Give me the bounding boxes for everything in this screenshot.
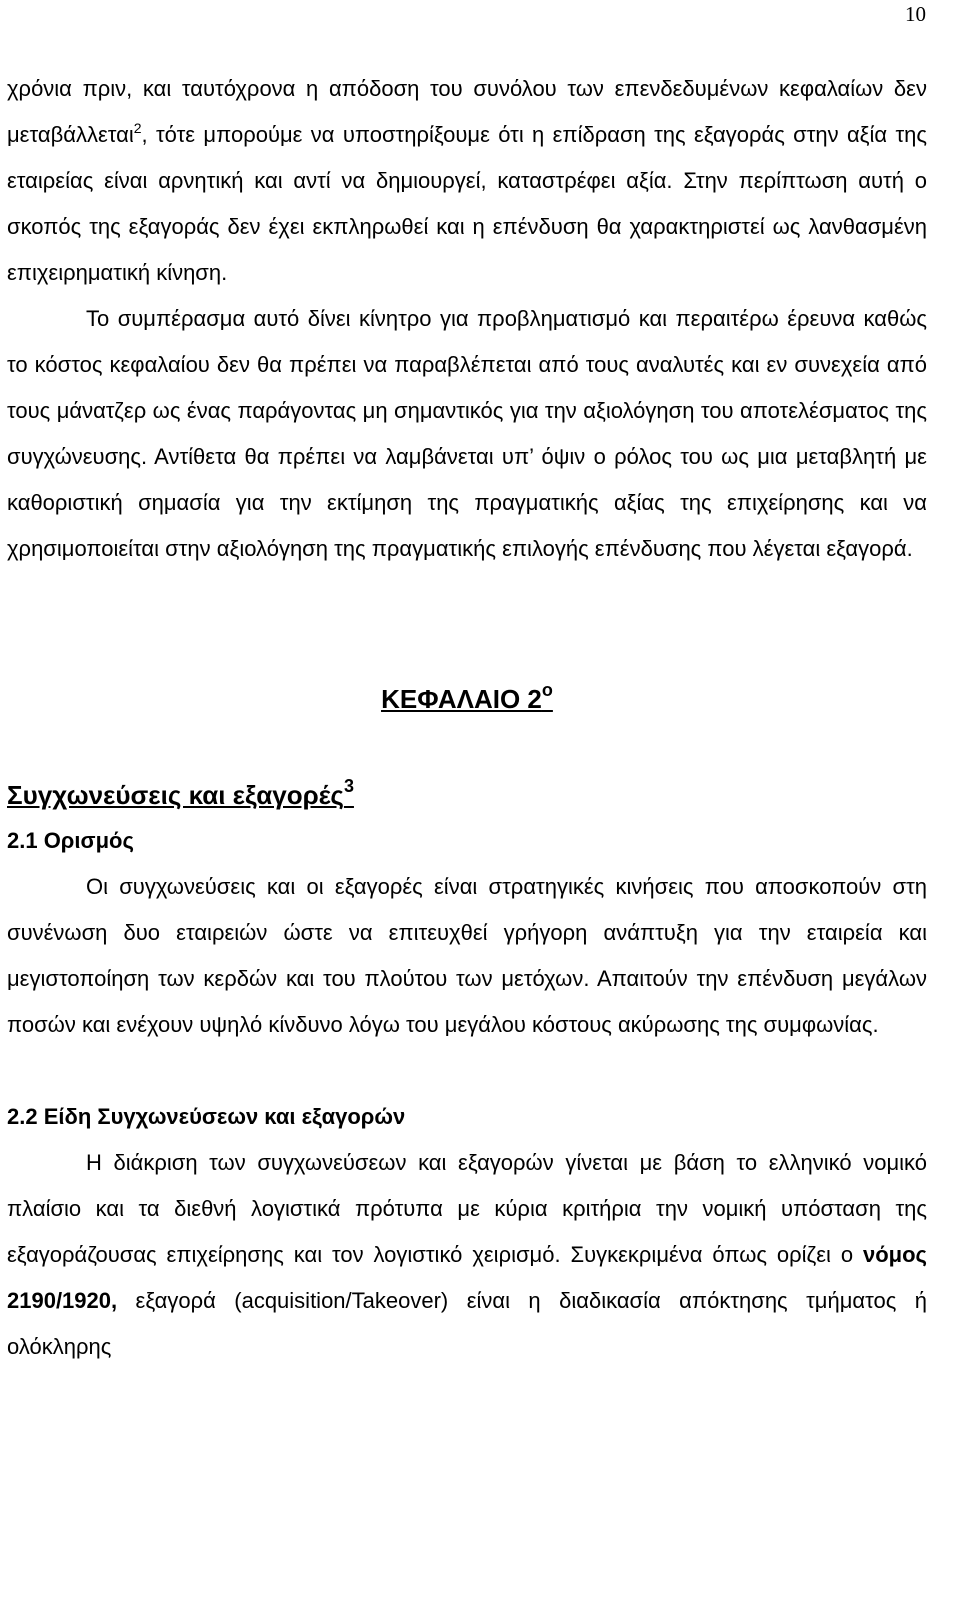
spacer — [7, 1048, 927, 1094]
page-number: 10 — [905, 2, 926, 26]
chapter-title: ΚΕΦΑΛΑΙΟ 2 — [381, 684, 542, 714]
subheading-2-1: 2.1 Ορισμός — [7, 828, 134, 853]
subheading-2-2: 2.2 Είδη Συγχωνεύσεων και εξαγορών — [7, 1104, 406, 1129]
section-title-text: Συγχωνεύσεις και εξαγορές — [7, 780, 344, 810]
chapter-heading — [7, 676, 927, 722]
section-title — [7, 772, 927, 818]
paragraph-1-text-a: χρόνια πριν, και ταυτόχρονα η απόδοση του συνόλου των επενδεδυμένων κεφαλαίων δεν μεταβάλλεται — [7, 76, 927, 147]
footnote-ref-2[interactable]: 2 — [133, 120, 142, 136]
paragraph-definition: Οι συγχωνεύσεις και οι εξαγορές είναι στρατηγικές κινήσεις που αποσκοπούν στη συνένωση δυο εταιρειών ώστε να επιτευχθεί γρήγορη ανάπτυξη για την εταιρεία και μεγιστοποίηση των κερδών και του πλούτου των μετόχων. Απαιτούν την επένδυση μεγάλων ποσών και ενέχουν υψηλό κίνδυνο λόγω του μεγάλου κόστους ακύρωσης της συμφωνίας. — [7, 874, 927, 1037]
paragraph-types — [7, 1140, 927, 1370]
law-reference: νόμος 2190/1920, — [7, 1242, 927, 1313]
chapter-ordinal: ο — [541, 680, 553, 700]
document-body — [7, 66, 927, 1370]
paragraph-1 — [7, 66, 927, 296]
paragraph-types-text-b: εξαγορά (acquisition/Takeover) είναι η διαδικασία απόκτησης τμήματος ή ολόκληρης — [7, 1288, 927, 1359]
paragraph-1-text-b: , τότε μπορούμε να υποστηρίξουμε ότι η επίδραση της εξαγοράς στην αξία της εταιρείας είναι αρνητική και αντί να δημιουργεί, καταστρέφει αξία. Στην περίπτωση αυτή ο σκοπός της εξαγοράς δεν έχει εκπληρωθεί και η επένδυση θα χαρακτηριστεί ως λανθασμένη επιχειρηματική κίνηση. — [7, 122, 927, 285]
paragraph-2: Το συμπέρασμα αυτό δίνει κίνητρο για προβληματισμό και περαιτέρω έρευνα καθώς το κόστος κεφαλαίου δεν θα πρέπει να παραβλέπεται από τους αναλυτές και εν συνεχεία από τους μάνατζερ ως ένας παράγοντας μη σημαντικός για την αξιολόγηση του αποτελέσματος της συγχώνευσης. Αντίθετα θα πρέπει να λαμβάνεται υπ’ όψιν ο ρόλος του ως μια μεταβλητή με καθοριστική σημασία για την εκτίμηση της πραγματικής αξίας της επιχείρησης και να χρησιμοποιείται στην αξιολόγηση της πραγματικής επιλογής επένδυσης που λέγεται εξαγορά. — [7, 306, 927, 561]
footnote-ref-3[interactable]: 3 — [343, 776, 354, 796]
paragraph-types-text-a: Η διάκριση των συγχωνεύσεων και εξαγορών γίνεται με βάση το ελληνικό νομικό πλαίσιο και τα διεθνή λογιστικά πρότυπα με κύρια κριτήρια την νομική υπόσταση της εξαγοράζουσας επιχείρησης και τον λογιστικό χειρισμό. Συγκεκριμένα όπως ορίζει ο — [7, 1150, 927, 1267]
